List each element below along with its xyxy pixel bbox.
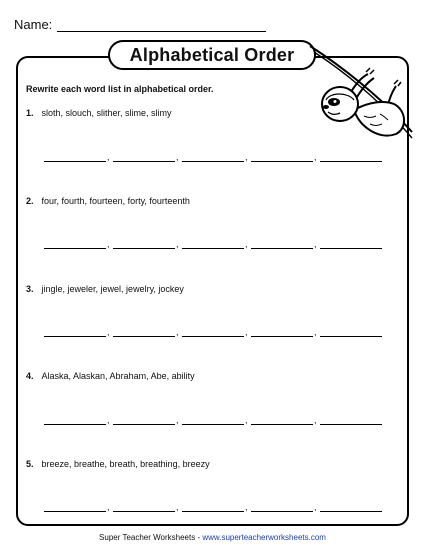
answer-blank[interactable] [320,238,382,249]
comma: , [176,502,179,512]
answer-blank[interactable] [113,414,175,425]
footer-site-name: Super Teacher Worksheets [99,533,196,542]
word-list: jingle, jeweler, jewel, jewelry, jockey [41,284,184,294]
question-number: 2. [26,196,34,206]
question-5 [26,459,210,469]
question-number: 5. [26,459,34,469]
answer-blank[interactable] [251,501,313,512]
answer-blank[interactable] [182,501,244,512]
answer-blank[interactable] [113,501,175,512]
comma: , [245,327,248,337]
question-1 [26,108,172,118]
sloth-icon [308,44,414,144]
answer-blank[interactable] [320,414,382,425]
answer-blank[interactable] [320,326,382,337]
word-list: four, fourth, fourteen, forty, fourteenth [41,196,190,206]
answer-blank[interactable] [182,326,244,337]
answer-blank[interactable] [182,238,244,249]
footer-separator: - [195,533,203,542]
answer-blank[interactable] [320,151,382,162]
answer-blank[interactable] [44,151,106,162]
question-2 [26,196,190,206]
answer-blank[interactable] [113,238,175,249]
comma: , [314,152,317,162]
footer-link[interactable]: www.superteacherworksheets.com [202,533,326,542]
answer-blank[interactable] [113,326,175,337]
comma: , [176,239,179,249]
name-field[interactable] [57,31,266,32]
comma: , [176,327,179,337]
word-list: breeze, breathe, breath, breathing, breezy [41,459,210,469]
comma: , [107,327,110,337]
answer-blank[interactable] [251,238,313,249]
comma: , [314,327,317,337]
comma: , [107,239,110,249]
answer-blank[interactable] [113,151,175,162]
answer-blank[interactable] [251,151,313,162]
comma: , [314,415,317,425]
comma: , [245,152,248,162]
question-3 [26,284,184,294]
comma: , [245,415,248,425]
question-number: 3. [26,284,34,294]
answer-blank[interactable] [182,414,244,425]
word-list: sloth, slouch, slither, slime, slimy [41,108,172,118]
comma: , [314,502,317,512]
instructions: Rewrite each word list in alphabetical order. [26,84,214,94]
answer-blank[interactable] [44,414,106,425]
answer-blank[interactable] [320,501,382,512]
comma: , [107,502,110,512]
comma: , [107,415,110,425]
comma: , [245,239,248,249]
question-number: 1. [26,108,34,118]
answer-blank[interactable] [251,414,313,425]
answer-blank[interactable] [182,151,244,162]
comma: , [107,152,110,162]
comma: , [245,502,248,512]
question-4 [26,371,195,381]
comma: , [314,239,317,249]
comma: , [176,415,179,425]
worksheet-title [108,40,316,70]
answer-blank[interactable] [44,501,106,512]
answer-blank[interactable] [251,326,313,337]
name-label: Name: [14,17,53,32]
worksheet-title-text: Alphabetical Order [129,44,295,65]
word-list: Alaska, Alaskan, Abraham, Abe, ability [41,371,195,381]
answer-blank[interactable] [44,238,106,249]
comma: , [176,152,179,162]
answer-blank[interactable] [44,326,106,337]
question-number: 4. [26,371,34,381]
footer [0,533,425,542]
